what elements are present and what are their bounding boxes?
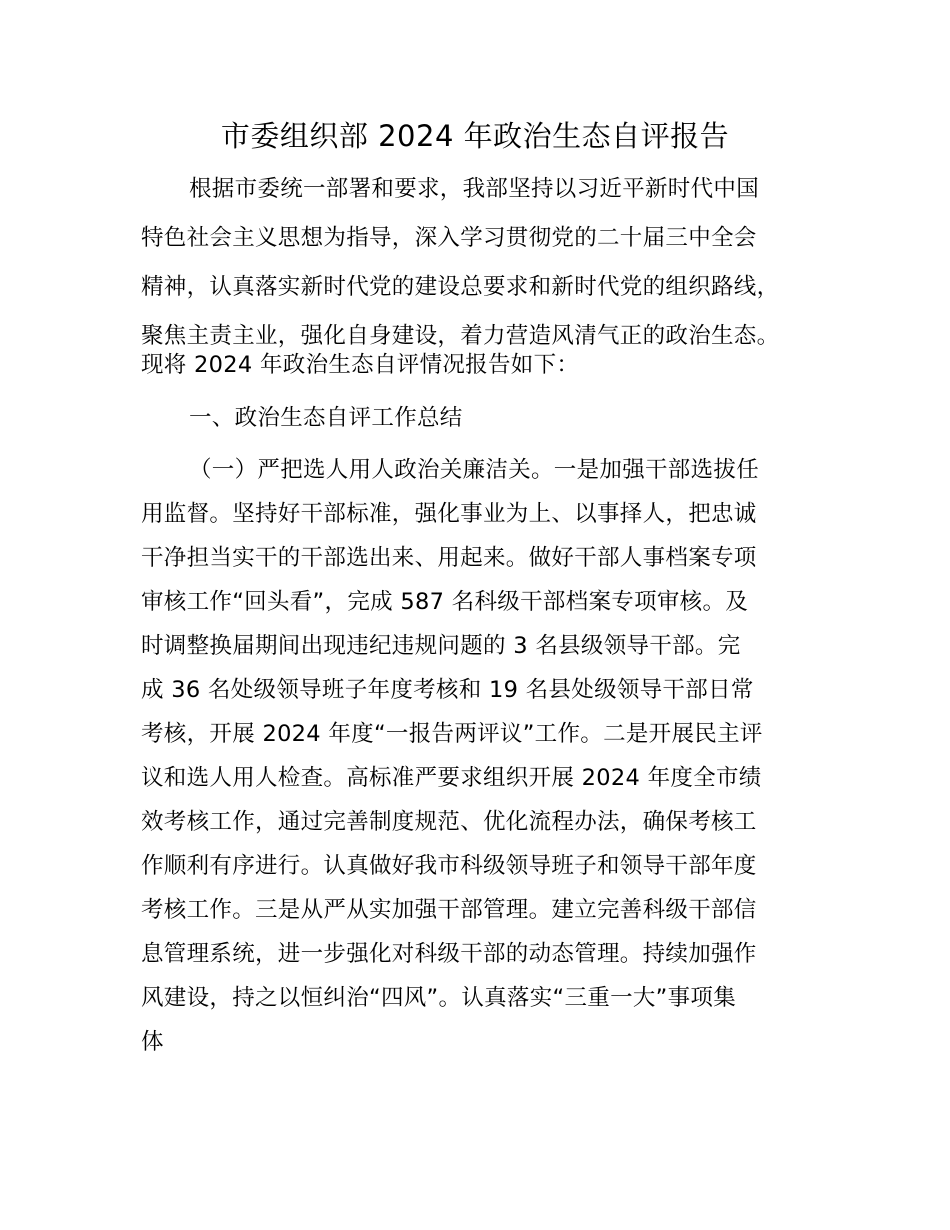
section-heading: 一、政治生态自评工作总结 xyxy=(189,405,463,431)
paragraph-line: 现将 2024 年政治生态自评情况报告如下： xyxy=(141,352,580,378)
paragraph-line: 聚焦主责主业，强化自身建设，着力营造风清气正的政治生态。 xyxy=(141,323,780,349)
paragraph-line: 体 xyxy=(141,1029,164,1055)
paragraph-line: 时调整换届期间出现违纪违规问题的 3 名县级领导干部。完 xyxy=(141,633,741,659)
document-title: 市委组织部 2024 年政治生态自评报告 xyxy=(220,119,730,153)
paragraph-line: 成 36 名处级领导班子年度考核和 19 名县处级领导干部日常 xyxy=(141,677,754,703)
paragraph-line: 效考核工作，通过完善制度规范、优化流程办法，确保考核工 xyxy=(141,809,757,835)
paragraph-line: 考核，开展 2024 年度“一报告两评议”工作。二是开展民主评 xyxy=(141,721,763,747)
paragraph-line: 审核工作“回头看”，完成 587 名科级干部档案专项审核。及 xyxy=(141,589,749,615)
paragraph-line: 干净担当实干的干部选出来、用起来。做好干部人事档案专项 xyxy=(141,545,757,571)
paragraph-line: 特色社会主义思想为指导，深入学习贯彻党的二十届三中全会 xyxy=(141,225,757,251)
paragraph-line: 精神，认真落实新时代党的建设总要求和新时代党的组织路线， xyxy=(141,274,780,300)
paragraph-line: 考核工作。三是从严从实加强干部管理。建立完善科级干部信 xyxy=(141,897,757,923)
paragraph-line: 根据市委统一部署和要求，我部坚持以习近平新时代中国 xyxy=(189,176,760,202)
paragraph-line: 用监督。坚持好干部标准，强化事业为上、以事择人，把忠诚 xyxy=(141,501,757,527)
paragraph-line: （一）严把选人用人政治关廉洁关。一是加强干部选拔任 xyxy=(189,457,760,483)
paragraph-line: 议和选人用人检查。高标准严要求组织开展 2024 年度全市绩 xyxy=(141,765,762,791)
paragraph-line: 息管理系统，进一步强化对科级干部的动态管理。持续加强作 xyxy=(141,941,757,967)
paragraph-line: 作顺利有序进行。认真做好我市科级领导班子和领导干部年度 xyxy=(141,853,757,879)
paragraph-line: 风建设，持之以恒纠治“四风”。认真落实“三重一大”事项集 xyxy=(141,985,737,1011)
